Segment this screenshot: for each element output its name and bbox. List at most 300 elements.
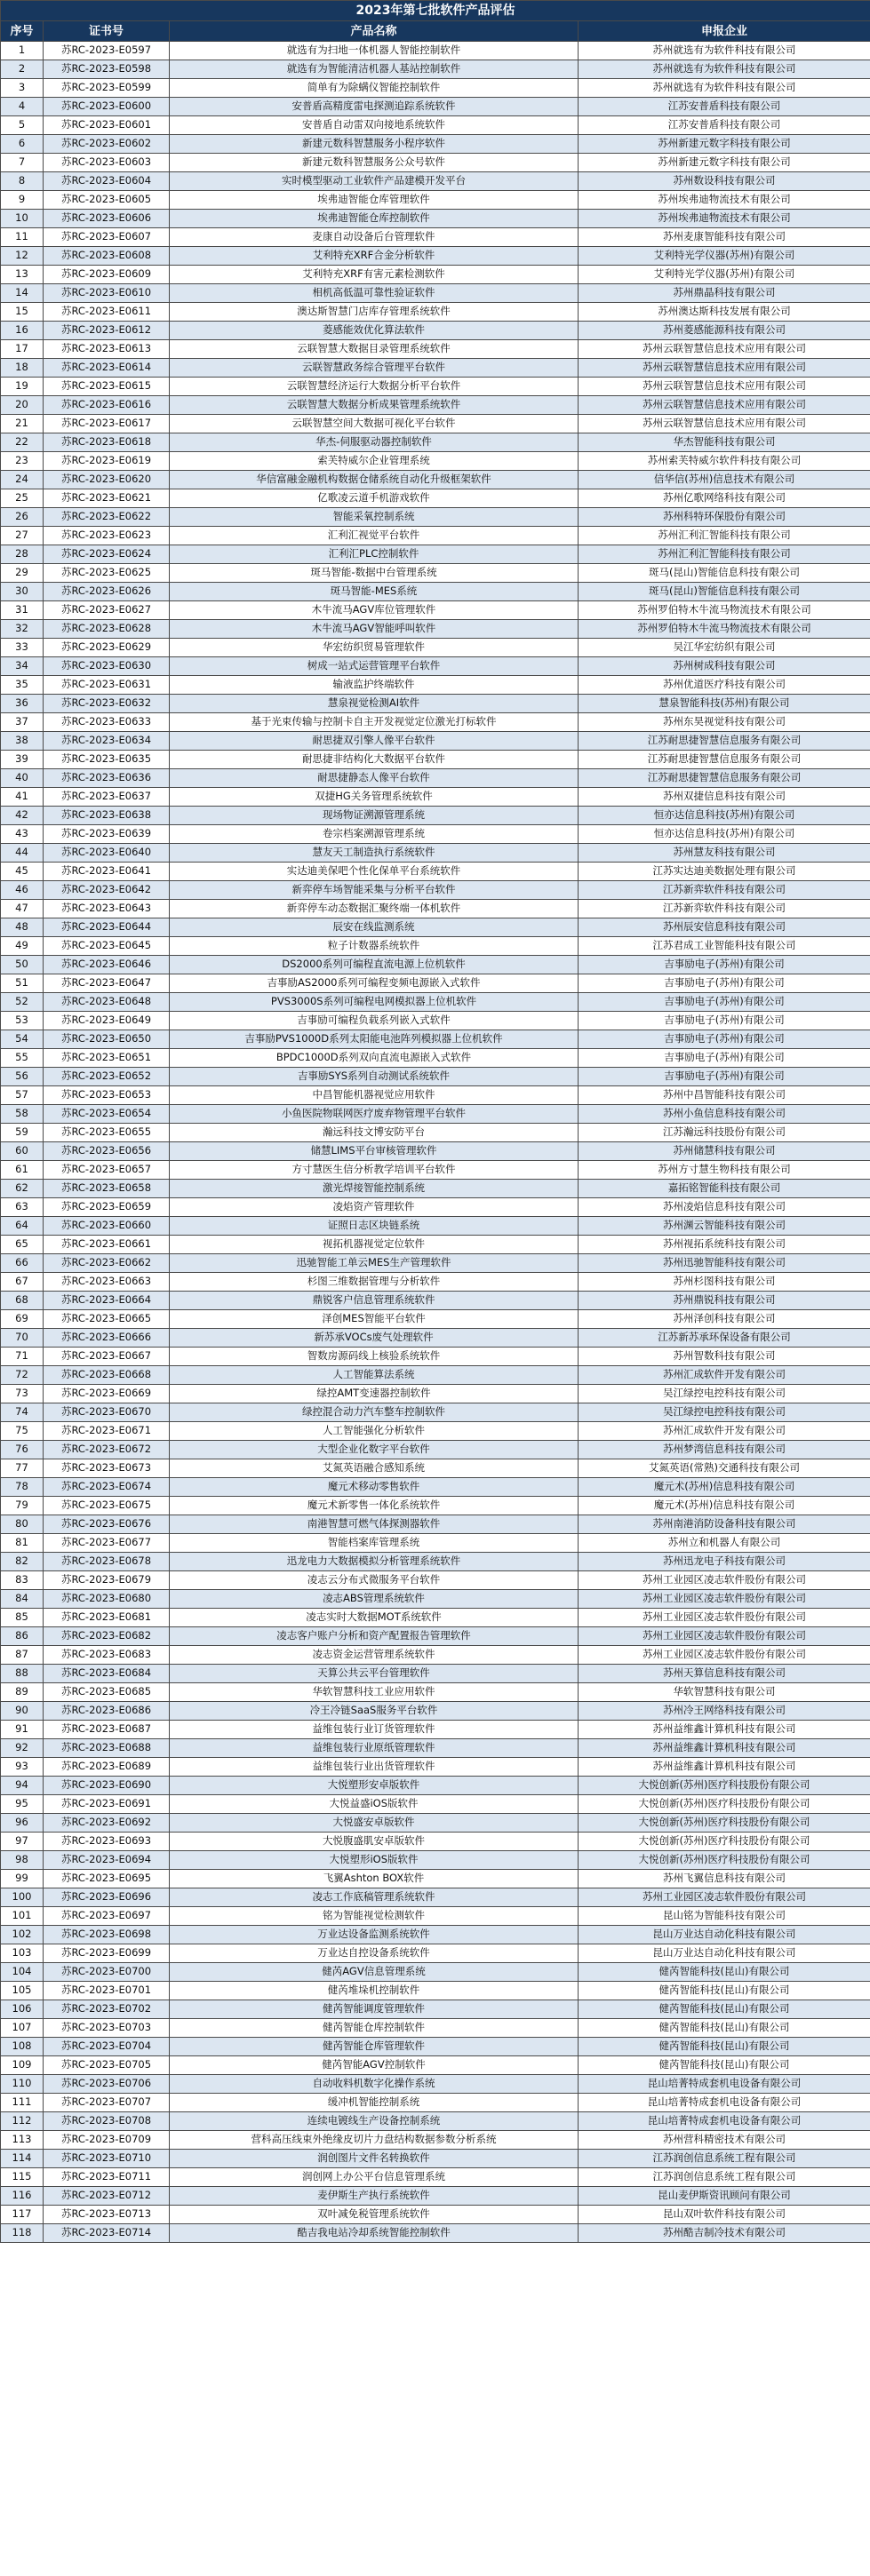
cell-product: 益维包装行业原纸管理软件 [170, 1739, 579, 1758]
cell-company: 江苏安普盾科技有限公司 [579, 116, 870, 135]
cell-product: 吉事励SYS系列自动测试系统软件 [170, 1068, 579, 1086]
cell-index: 108 [1, 2038, 44, 2056]
table-row [1, 1180, 870, 1198]
header-product: 产品名称 [170, 21, 579, 42]
table-row [1, 1161, 870, 1180]
cell-index: 63 [1, 1198, 44, 1217]
cell-company: 昆山培菁特成套机电设备有限公司 [579, 2112, 870, 2131]
table-row [1, 1590, 870, 1609]
table-row [1, 303, 870, 322]
cell-certificate: 苏RC-2023-E0602 [44, 135, 170, 154]
cell-company: 苏州云联智慧信息技术应用有限公司 [579, 359, 870, 378]
table-row [1, 135, 870, 154]
cell-certificate: 苏RC-2023-E0695 [44, 1870, 170, 1888]
table-row [1, 844, 870, 863]
cell-certificate: 苏RC-2023-E0662 [44, 1254, 170, 1273]
cell-index: 39 [1, 751, 44, 769]
cell-index: 24 [1, 471, 44, 489]
cell-product: 凌志云分布式微服务平台软件 [170, 1571, 579, 1590]
table-row [1, 1236, 870, 1254]
cell-company: 斑马(昆山)智能信息科技有限公司 [579, 564, 870, 583]
table-row [1, 2094, 870, 2112]
cell-certificate: 苏RC-2023-E0630 [44, 657, 170, 676]
cell-product: 新弈停车动态数据汇聚终端一体机软件 [170, 900, 579, 918]
table-row [1, 2038, 870, 2056]
cell-certificate: 苏RC-2023-E0658 [44, 1180, 170, 1198]
cell-index: 52 [1, 993, 44, 1012]
cell-certificate: 苏RC-2023-E0598 [44, 60, 170, 79]
table-row [1, 564, 870, 583]
cell-certificate: 苏RC-2023-E0669 [44, 1385, 170, 1403]
cell-index: 64 [1, 1217, 44, 1236]
cell-company: 江苏新弈软件科技有限公司 [579, 900, 870, 918]
cell-company: 苏州工业园区凌志软件股份有限公司 [579, 1590, 870, 1609]
table-row [1, 1851, 870, 1870]
table-row [1, 657, 870, 676]
cell-product: 菱感能效优化算法软件 [170, 322, 579, 340]
table-row [1, 2019, 870, 2038]
cell-product: 迅驰智能工单云MES生产管理软件 [170, 1254, 579, 1273]
cell-index: 72 [1, 1366, 44, 1385]
cell-index: 80 [1, 1515, 44, 1534]
table-row [1, 489, 870, 508]
cell-product: 埃弗迪智能仓库控制软件 [170, 210, 579, 228]
table-row [1, 807, 870, 825]
cell-company: 大悦创新(苏州)医疗科技股份有限公司 [579, 1851, 870, 1870]
cell-index: 46 [1, 881, 44, 900]
cell-company: 苏州新建元数字科技有限公司 [579, 135, 870, 154]
cell-company: 江苏安普盾科技有限公司 [579, 98, 870, 116]
cell-index: 36 [1, 695, 44, 713]
cell-index: 29 [1, 564, 44, 583]
cell-company: 苏州泽创科技有限公司 [579, 1310, 870, 1329]
cell-index: 86 [1, 1627, 44, 1646]
cell-product: 证照日志区块链系统 [170, 1217, 579, 1236]
cell-product: 就选有为智能清洁机器人基站控制软件 [170, 60, 579, 79]
cell-company: 恒亦达信息科技(苏州)有限公司 [579, 825, 870, 844]
cell-certificate: 苏RC-2023-E0688 [44, 1739, 170, 1758]
table-row [1, 1534, 870, 1553]
cell-index: 85 [1, 1609, 44, 1627]
table-row [1, 788, 870, 807]
cell-product: 云联智慧大数据分析成果管理系统软件 [170, 396, 579, 415]
table-row [1, 1833, 870, 1851]
cell-company: 江苏润创信息系统工程有限公司 [579, 2150, 870, 2168]
table-row [1, 1310, 870, 1329]
cell-certificate: 苏RC-2023-E0608 [44, 247, 170, 266]
table-row [1, 583, 870, 601]
cell-company: 苏州益维鑫计算机科技有限公司 [579, 1739, 870, 1758]
table-row [1, 937, 870, 956]
cell-company: 昆山铭为智能科技有限公司 [579, 1907, 870, 1926]
table-row [1, 1888, 870, 1907]
cell-product: 汇利汇PLC控制软件 [170, 545, 579, 564]
cell-product: 艾利特充XRF有害元素检测软件 [170, 266, 579, 284]
cell-certificate: 苏RC-2023-E0680 [44, 1590, 170, 1609]
cell-product: 艾氮英语融合感知系统 [170, 1459, 579, 1478]
cell-index: 79 [1, 1497, 44, 1515]
cell-product: 万业达设备监测系统软件 [170, 1926, 579, 1944]
cell-index: 43 [1, 825, 44, 844]
cell-company: 苏州梦湾信息科技有限公司 [579, 1441, 870, 1459]
cell-product: 辰安在线监测系统 [170, 918, 579, 937]
cell-product: 安普盾自动雷双向接地系统软件 [170, 116, 579, 135]
cell-company: 艾氮英语(常熟)交通科技有限公司 [579, 1459, 870, 1478]
cell-index: 73 [1, 1385, 44, 1403]
cell-company: 苏州罗伯特木牛流马物流技术有限公司 [579, 620, 870, 639]
cell-certificate: 苏RC-2023-E0644 [44, 918, 170, 937]
cell-company: 苏州渊云智能科技有限公司 [579, 1217, 870, 1236]
cell-certificate: 苏RC-2023-E0678 [44, 1553, 170, 1571]
cell-index: 11 [1, 228, 44, 247]
cell-product: 安普盾高精度雷电探测追踪系统软件 [170, 98, 579, 116]
cell-product: 实时模型驱动工业软件产品建模开发平台 [170, 172, 579, 191]
cell-company: 江苏耐思捷智慧信息服务有限公司 [579, 769, 870, 788]
table-row [1, 1702, 870, 1721]
cell-certificate: 苏RC-2023-E0650 [44, 1030, 170, 1049]
cell-product: 汇利汇视觉平台软件 [170, 527, 579, 545]
cell-company: 苏州南港消防设备科技有限公司 [579, 1515, 870, 1534]
cell-index: 74 [1, 1403, 44, 1422]
cell-company: 苏州双捷信息科技有限公司 [579, 788, 870, 807]
cell-certificate: 苏RC-2023-E0702 [44, 2000, 170, 2019]
cell-product: 凌志ABS管理系统软件 [170, 1590, 579, 1609]
cell-product: 智能采氧控制系统 [170, 508, 579, 527]
cell-index: 95 [1, 1795, 44, 1814]
cell-company: 苏州汇利汇智能科技有限公司 [579, 527, 870, 545]
cell-product: 云联智慧经济运行大数据分析平台软件 [170, 378, 579, 396]
cell-certificate: 苏RC-2023-E0661 [44, 1236, 170, 1254]
cell-index: 103 [1, 1944, 44, 1963]
cell-index: 17 [1, 340, 44, 359]
cell-certificate: 苏RC-2023-E0685 [44, 1683, 170, 1702]
cell-certificate: 苏RC-2023-E0632 [44, 695, 170, 713]
cell-product: 亿歌凌云道手机游戏软件 [170, 489, 579, 508]
cell-certificate: 苏RC-2023-E0681 [44, 1609, 170, 1627]
cell-certificate: 苏RC-2023-E0674 [44, 1478, 170, 1497]
cell-index: 59 [1, 1124, 44, 1142]
cell-index: 10 [1, 210, 44, 228]
cell-index: 76 [1, 1441, 44, 1459]
cell-certificate: 苏RC-2023-E0712 [44, 2187, 170, 2206]
cell-product: 润创网上办公平台信息管理系统 [170, 2168, 579, 2187]
cell-certificate: 苏RC-2023-E0691 [44, 1795, 170, 1814]
cell-company: 苏州凌焰信息科技有限公司 [579, 1198, 870, 1217]
cell-product: 鼎锐客户信息管理系统软件 [170, 1292, 579, 1310]
cell-company: 苏州工业园区凌志软件股份有限公司 [579, 1571, 870, 1590]
cell-certificate: 苏RC-2023-E0621 [44, 489, 170, 508]
cell-company: 苏州鼎锐科技有限公司 [579, 1292, 870, 1310]
cell-company: 苏州云联智慧信息技术应用有限公司 [579, 396, 870, 415]
cell-product: 木牛流马AGV智能呼叫软件 [170, 620, 579, 639]
cell-product: 简单有为除螨仪智能控制软件 [170, 79, 579, 98]
cell-certificate: 苏RC-2023-E0624 [44, 545, 170, 564]
cell-company: 苏州澳达斯科技发展有限公司 [579, 303, 870, 322]
table-row [1, 918, 870, 937]
cell-certificate: 苏RC-2023-E0671 [44, 1422, 170, 1441]
cell-index: 89 [1, 1683, 44, 1702]
cell-product: 凌志实时大数据MOT系统软件 [170, 1609, 579, 1627]
table-title: 2023年第七批软件产品评估 [1, 1, 870, 21]
table-row [1, 1907, 870, 1926]
table-row [1, 1459, 870, 1478]
cell-index: 15 [1, 303, 44, 322]
table-row [1, 900, 870, 918]
cell-company: 苏州就选有为软件科技有限公司 [579, 79, 870, 98]
cell-company: 魔元术(苏州)信息科技有限公司 [579, 1478, 870, 1497]
cell-product: 大型企业化数字平台软件 [170, 1441, 579, 1459]
cell-index: 97 [1, 1833, 44, 1851]
cell-certificate: 苏RC-2023-E0609 [44, 266, 170, 284]
table-row [1, 471, 870, 489]
cell-certificate: 苏RC-2023-E0666 [44, 1329, 170, 1348]
cell-index: 50 [1, 956, 44, 974]
table-row [1, 210, 870, 228]
table-row [1, 2150, 870, 2168]
cell-index: 104 [1, 1963, 44, 1982]
cell-product: 大悦腹盛肌安卓版软件 [170, 1833, 579, 1851]
cell-company: 昆山培菁特成套机电设备有限公司 [579, 2075, 870, 2094]
cell-certificate: 苏RC-2023-E0667 [44, 1348, 170, 1366]
cell-company: 苏州益维鑫计算机科技有限公司 [579, 1758, 870, 1777]
table-row [1, 378, 870, 396]
cell-index: 88 [1, 1665, 44, 1683]
cell-certificate: 苏RC-2023-E0693 [44, 1833, 170, 1851]
cell-company: 苏州东昊视觉科技有限公司 [579, 713, 870, 732]
cell-company: 苏州工业园区凌志软件股份有限公司 [579, 1646, 870, 1665]
cell-index: 100 [1, 1888, 44, 1907]
table-row [1, 1049, 870, 1068]
cell-index: 51 [1, 974, 44, 993]
table-row [1, 452, 870, 471]
cell-product: 华杰-伺服驱动器控制软件 [170, 433, 579, 452]
cell-certificate: 苏RC-2023-E0676 [44, 1515, 170, 1534]
cell-index: 16 [1, 322, 44, 340]
header-certificate: 证书号 [44, 21, 170, 42]
cell-product: 大悦塑形iOS版软件 [170, 1851, 579, 1870]
cell-certificate: 苏RC-2023-E0616 [44, 396, 170, 415]
cell-index: 116 [1, 2187, 44, 2206]
cell-company: 吉事励电子(苏州)有限公司 [579, 993, 870, 1012]
cell-index: 53 [1, 1012, 44, 1030]
cell-certificate: 苏RC-2023-E0612 [44, 322, 170, 340]
cell-index: 5 [1, 116, 44, 135]
table-row [1, 1198, 870, 1217]
table-row [1, 732, 870, 751]
cell-certificate: 苏RC-2023-E0638 [44, 807, 170, 825]
table-row [1, 620, 870, 639]
cell-company: 大悦创新(苏州)医疗科技股份有限公司 [579, 1795, 870, 1814]
cell-company: 苏州麦康智能科技有限公司 [579, 228, 870, 247]
table-row [1, 1646, 870, 1665]
cell-certificate: 苏RC-2023-E0701 [44, 1982, 170, 2000]
cell-product: 中昌智能机器视觉应用软件 [170, 1086, 579, 1105]
cell-certificate: 苏RC-2023-E0645 [44, 937, 170, 956]
cell-company: 苏州立和机器人有限公司 [579, 1534, 870, 1553]
cell-certificate: 苏RC-2023-E0605 [44, 191, 170, 210]
cell-index: 66 [1, 1254, 44, 1273]
cell-product: 凌志资金运营管理系统软件 [170, 1646, 579, 1665]
cell-product: 健芮智能仓库控制软件 [170, 2019, 579, 2038]
table-row [1, 1403, 870, 1422]
cell-certificate: 苏RC-2023-E0600 [44, 98, 170, 116]
cell-certificate: 苏RC-2023-E0651 [44, 1049, 170, 1068]
cell-product: 斑马智能-MES系统 [170, 583, 579, 601]
cell-certificate: 苏RC-2023-E0690 [44, 1777, 170, 1795]
table-row [1, 2000, 870, 2019]
cell-certificate: 苏RC-2023-E0673 [44, 1459, 170, 1478]
cell-company: 艾利特光学仪器(苏州)有限公司 [579, 247, 870, 266]
cell-certificate: 苏RC-2023-E0636 [44, 769, 170, 788]
cell-company: 江苏新苏承环保设备有限公司 [579, 1329, 870, 1348]
cell-company: 苏州鼎晶科技有限公司 [579, 284, 870, 303]
cell-certificate: 苏RC-2023-E0672 [44, 1441, 170, 1459]
table-row [1, 172, 870, 191]
cell-company: 苏州冷王网络科技有限公司 [579, 1702, 870, 1721]
cell-product: 输液监护终端软件 [170, 676, 579, 695]
cell-product: 耐思捷双引擎人像平台软件 [170, 732, 579, 751]
cell-index: 14 [1, 284, 44, 303]
cell-certificate: 苏RC-2023-E0682 [44, 1627, 170, 1646]
table-row [1, 359, 870, 378]
table-row [1, 545, 870, 564]
cell-company: 吴江绿控电控科技有限公司 [579, 1403, 870, 1422]
cell-company: 昆山培菁特成套机电设备有限公司 [579, 2094, 870, 2112]
cell-company: 苏州天算信息科技有限公司 [579, 1665, 870, 1683]
cell-product: 益维包装行业出货管理软件 [170, 1758, 579, 1777]
table-row [1, 1478, 870, 1497]
cell-product: 粒子计数器系统软件 [170, 937, 579, 956]
cell-product: 索芙特威尔企业管理系统 [170, 452, 579, 471]
cell-certificate: 苏RC-2023-E0707 [44, 2094, 170, 2112]
cell-index: 26 [1, 508, 44, 527]
cell-certificate: 苏RC-2023-E0647 [44, 974, 170, 993]
cell-product: 健芮AGV信息管理系统 [170, 1963, 579, 1982]
cell-certificate: 苏RC-2023-E0696 [44, 1888, 170, 1907]
cell-index: 21 [1, 415, 44, 433]
cell-index: 30 [1, 583, 44, 601]
cell-certificate: 苏RC-2023-E0689 [44, 1758, 170, 1777]
cell-company: 江苏耐思捷智慧信息服务有限公司 [579, 732, 870, 751]
cell-certificate: 苏RC-2023-E0711 [44, 2168, 170, 2187]
table-row [1, 713, 870, 732]
cell-certificate: 苏RC-2023-E0629 [44, 639, 170, 657]
cell-index: 67 [1, 1273, 44, 1292]
cell-index: 115 [1, 2168, 44, 2187]
cell-index: 90 [1, 1702, 44, 1721]
table-row [1, 2075, 870, 2094]
cell-product: 润创图片文件名转换软件 [170, 2150, 579, 2168]
table-row [1, 1665, 870, 1683]
cell-company: 苏州飞翼信息科技有限公司 [579, 1870, 870, 1888]
cell-product: 杉图三维数据管理与分析软件 [170, 1273, 579, 1292]
cell-product: 凌志工作底稿管理系统软件 [170, 1888, 579, 1907]
cell-product: 云联智慧空间大数据可视化平台软件 [170, 415, 579, 433]
cell-company: 昆山万业达自动化科技有限公司 [579, 1944, 870, 1963]
table-row [1, 1254, 870, 1273]
table-row [1, 2187, 870, 2206]
cell-index: 25 [1, 489, 44, 508]
cell-company: 苏州云联智慧信息技术应用有限公司 [579, 340, 870, 359]
cell-company: 苏州智数科技有限公司 [579, 1348, 870, 1366]
cell-index: 107 [1, 2019, 44, 2038]
table-row [1, 769, 870, 788]
cell-certificate: 苏RC-2023-E0652 [44, 1068, 170, 1086]
cell-certificate: 苏RC-2023-E0604 [44, 172, 170, 191]
cell-product: 万业达自控设备系统软件 [170, 1944, 579, 1963]
cell-index: 7 [1, 154, 44, 172]
cell-company: 苏州迅驰智能科技有限公司 [579, 1254, 870, 1273]
cell-product: 绿控AMT变速器控制软件 [170, 1385, 579, 1403]
cell-certificate: 苏RC-2023-E0708 [44, 2112, 170, 2131]
cell-index: 118 [1, 2224, 44, 2243]
table-row [1, 1926, 870, 1944]
table-row [1, 1795, 870, 1814]
cell-index: 9 [1, 191, 44, 210]
cell-company: 健芮智能科技(昆山)有限公司 [579, 1963, 870, 1982]
cell-company: 苏州工业园区凌志软件股份有限公司 [579, 1609, 870, 1627]
table-row [1, 1870, 870, 1888]
cell-index: 22 [1, 433, 44, 452]
cell-product: PVS3000S系列可编程电网模拟器上位机软件 [170, 993, 579, 1012]
cell-certificate: 苏RC-2023-E0625 [44, 564, 170, 583]
table-row [1, 676, 870, 695]
cell-company: 健芮智能科技(昆山)有限公司 [579, 2056, 870, 2075]
cell-certificate: 苏RC-2023-E0623 [44, 527, 170, 545]
cell-company: 健芮智能科技(昆山)有限公司 [579, 2000, 870, 2019]
table-row [1, 1292, 870, 1310]
cell-certificate: 苏RC-2023-E0679 [44, 1571, 170, 1590]
cell-index: 48 [1, 918, 44, 937]
table-row [1, 266, 870, 284]
cell-index: 60 [1, 1142, 44, 1161]
cell-certificate: 苏RC-2023-E0631 [44, 676, 170, 695]
cell-certificate: 苏RC-2023-E0634 [44, 732, 170, 751]
cell-company: 华杰智能科技有限公司 [579, 433, 870, 452]
cell-certificate: 苏RC-2023-E0601 [44, 116, 170, 135]
cell-product: 自动收料机数字化操作系统 [170, 2075, 579, 2094]
cell-company: 华软智慧科技有限公司 [579, 1683, 870, 1702]
cell-company: 苏州汇成软件开发有限公司 [579, 1366, 870, 1385]
cell-index: 57 [1, 1086, 44, 1105]
cell-certificate: 苏RC-2023-E0597 [44, 42, 170, 60]
cell-certificate: 苏RC-2023-E0668 [44, 1366, 170, 1385]
cell-company: 健芮智能科技(昆山)有限公司 [579, 1982, 870, 2000]
table-row [1, 2168, 870, 2187]
table-row [1, 154, 870, 172]
table-row [1, 1982, 870, 2000]
table-row [1, 1609, 870, 1627]
table-row [1, 956, 870, 974]
cell-product: 双捷HG关务管理系统软件 [170, 788, 579, 807]
table-row [1, 1553, 870, 1571]
cell-company: 苏州索芙特威尔软件科技有限公司 [579, 452, 870, 471]
cell-company: 吉事励电子(苏州)有限公司 [579, 1049, 870, 1068]
cell-index: 102 [1, 1926, 44, 1944]
cell-product: 酷吉我电站冷却系统智能控制软件 [170, 2224, 579, 2243]
cell-company: 嘉拓铭智能科技有限公司 [579, 1180, 870, 1198]
cell-product: 魔元术移动零售软件 [170, 1478, 579, 1497]
cell-certificate: 苏RC-2023-E0700 [44, 1963, 170, 1982]
table-row [1, 2206, 870, 2224]
cell-certificate: 苏RC-2023-E0665 [44, 1310, 170, 1329]
cell-index: 113 [1, 2131, 44, 2150]
table-row [1, 1571, 870, 1590]
table-row [1, 1142, 870, 1161]
cell-certificate: 苏RC-2023-E0607 [44, 228, 170, 247]
cell-index: 49 [1, 937, 44, 956]
cell-product: 吉事励PVS1000D系列太阳能电池阵列模拟器上位机软件 [170, 1030, 579, 1049]
